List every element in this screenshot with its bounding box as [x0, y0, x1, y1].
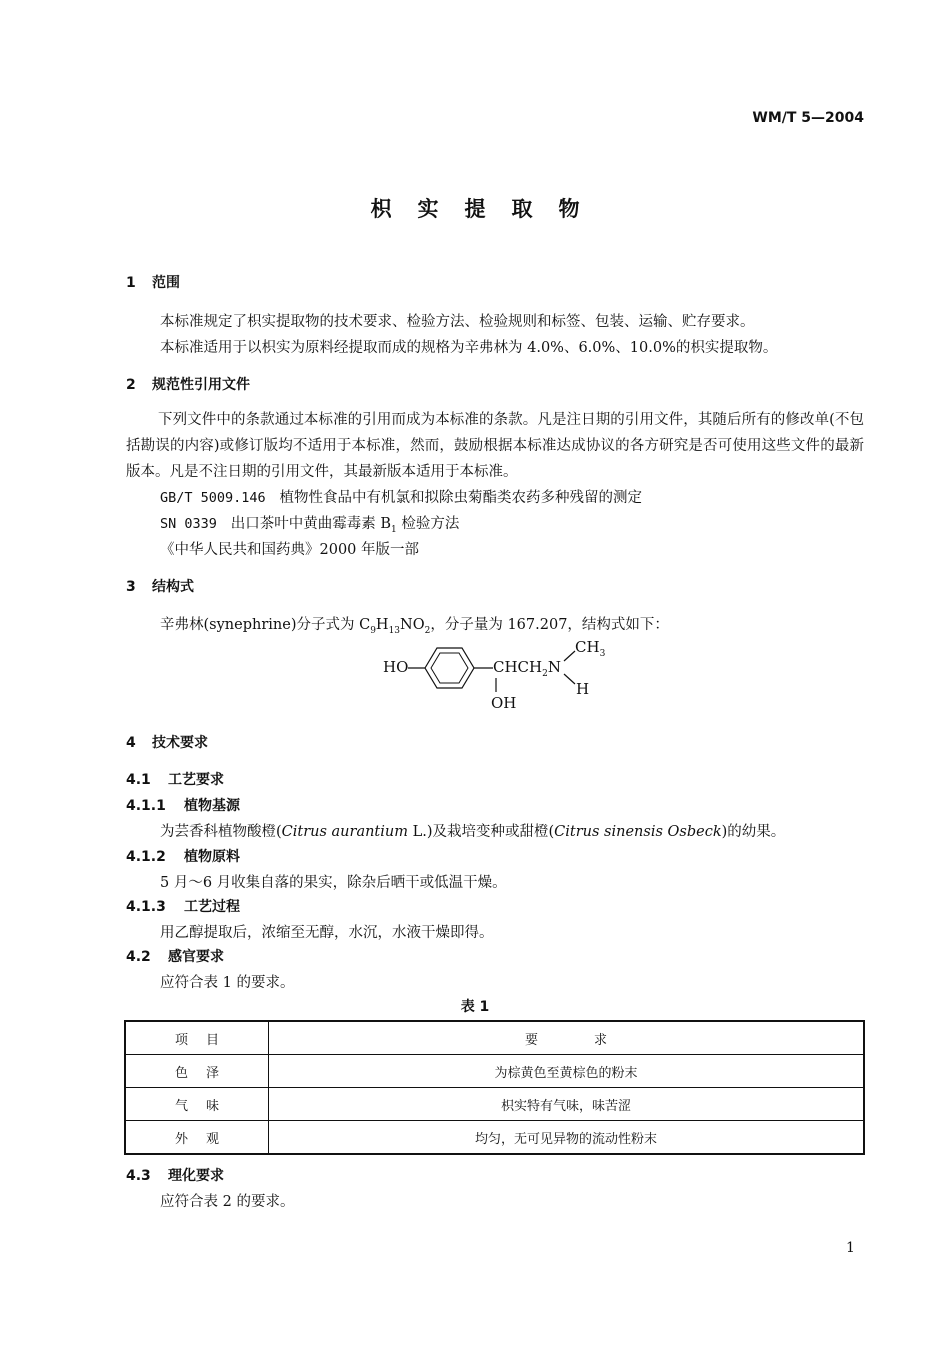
- standard-code: WM/T 5—2004: [752, 110, 864, 126]
- section-4-3-heading: 4.3 理化要求: [126, 1168, 224, 1184]
- table-1: [124, 1020, 865, 1155]
- table-row: [125, 1121, 864, 1155]
- formula-chain: $CHCH_2N$: [493, 658, 561, 679]
- section-4-1-1-heading: 4.1.1 植物基源: [126, 798, 240, 814]
- page-number: 1: [846, 1240, 855, 1256]
- section-4-1-1-text: 为芸香科植物酸橙(Citrus aurantium L.)及栽培变种或甜橙(Citrus sinensis Osbeck)的幼果。: [160, 824, 786, 840]
- section-3-heading: 3 结构式: [126, 579, 194, 595]
- formula-ho: HO: [383, 658, 409, 676]
- reference-gbt5009: GB/T 5009.146 植物性食品中有机氯和拟除虫菊酯类农药多种残留的测定: [160, 490, 642, 506]
- table-header-row: [125, 1021, 864, 1055]
- section-2-intro: 下列文件中的条款通过本标准的引用而成为本标准的条款。凡是注日期的引用文件，其随后所有的修改单(不包括勘误的内容)或修订版均不适用于本标准，然而，鼓励根据本标准达成协议的各方研究是否可使用这些文件的最新版本。凡是不注日期的引用文件，其最新版本适用于本标准。: [126, 412, 864, 480]
- molecular-formula-text: 辛弗林(synephrine)分子式为 $C_9H_{13}NO_2$，分子量为 167.207，结构式如下：: [160, 617, 669, 636]
- table-cell-requirement: 枳实特有气味，味苦涩: [269, 1088, 865, 1121]
- section-4-3-text: 应符合表 2 的要求。: [160, 1194, 295, 1210]
- table-cell-requirement: 为棕黄色至黄棕色的粉末: [269, 1055, 865, 1088]
- table-row: [125, 1055, 864, 1088]
- section-4-1-3-heading: 4.1.3 工艺过程: [126, 899, 240, 915]
- section-4-1-3-text: 用乙醇提取后，浓缩至无醇，水沉，水液干燥即得。: [160, 925, 494, 941]
- table-cell-item: 气味: [125, 1088, 269, 1121]
- table-cell-item: 外观: [125, 1121, 269, 1155]
- table-header-requirement: 要求: [269, 1021, 865, 1055]
- section-4-1-heading: 4.1 工艺要求: [126, 772, 224, 788]
- formula-ch3: $CH_3$: [575, 638, 606, 659]
- reference-pharmacopoeia: 《中华人民共和国药典》2000 年版一部: [160, 542, 420, 558]
- section-1-para-2: 本标准适用于以枳实为原料经提取而成的规格为辛弗林为 4.0%、6.0%、10.0%的枳实提取物。: [160, 340, 778, 356]
- table-row: [125, 1088, 864, 1121]
- section-4-1-2-heading: 4.1.2 植物原料: [126, 849, 240, 865]
- document-title: 枳实提取物: [370, 197, 606, 221]
- section-4-2-text: 应符合表 1 的要求。: [160, 975, 295, 991]
- reference-sn0339: SN 0339 出口茶叶中黄曲霉毒素 $B_1$ 检验方法: [160, 516, 460, 535]
- section-1-para-1: 本标准规定了枳实提取物的技术要求、检验方法、检验规则和标签、包装、运输、贮存要求。: [160, 314, 755, 330]
- structural-formula: [380, 636, 610, 716]
- section-4-2-heading: 4.2 感官要求: [126, 949, 224, 965]
- table-cell-requirement: 均匀，无可见异物的流动性粉末: [269, 1121, 865, 1155]
- table-1-title: 表 1: [460, 999, 490, 1015]
- section-2-heading: 2 规范性引用文件: [126, 377, 250, 393]
- section-4-heading: 4 技术要求: [126, 735, 208, 751]
- table-cell-item: 色泽: [125, 1055, 269, 1088]
- formula-oh: OH: [491, 694, 517, 712]
- section-1-heading: 1 范围: [126, 275, 180, 291]
- table-header-item: 项目: [125, 1021, 269, 1055]
- section-4-1-2-text: 5 月～6 月收集自落的果实，除杂后晒干或低温干燥。: [160, 875, 507, 891]
- formula-h: H: [576, 680, 590, 698]
